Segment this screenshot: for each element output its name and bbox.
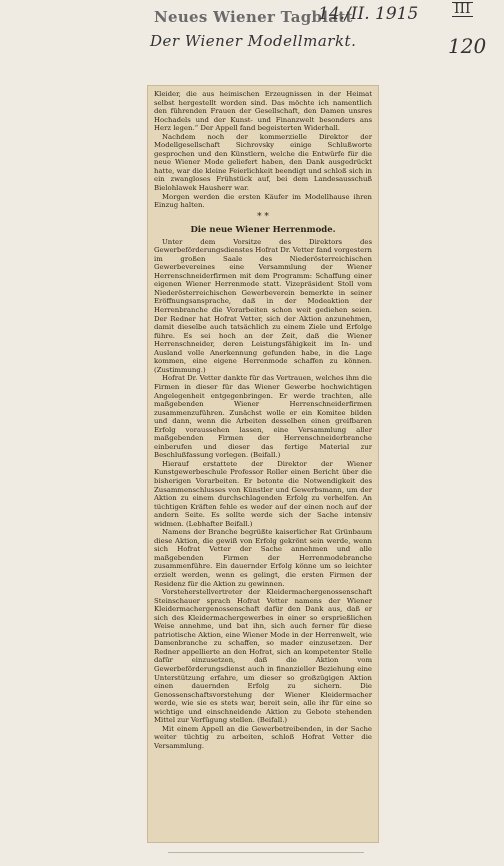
newspaper-clipping	[148, 86, 378, 842]
handwritten-archive-number: 120	[448, 34, 487, 58]
body-paragraph: Unter dem Vorsitze des Direktors des Gewerbeförderungsdienstes Hofrat Dr. Vetter fand vorgestern im großen Saale des Niederösterreichischen Gewerbevereines eine Versammlung der Wiener Herrenschneiderfirmen mit dem Programm: Schaffung einer eigenen Wiener Herrenmode statt. Vizepräsident Stoll vom Niederösterreichischen Gewerbeverein bemerkte in seiner Eröffnungsansprache, daß in der Modeaktion der Herrenbranche die Vorarbeiten schon weit gediehen seien. Der Redner hat Hofrat Vetter, sich der Aktion anzunehmen, damit dieselbe auch tatsächlich zu einem Ziele und Erfolge führe. Es sei hoch an der Zeit, daß die Wiener Herrenschneider, deren Leistungsfähigkeit im In- und Ausland volle Anerkennung gefunden habe, in die Lage kommen, eine eigene Herrenmode schaffen zu können. (Zustimmung.)	[154, 237, 372, 374]
newspaper-masthead: Neues Wiener Tagblatt	[154, 8, 353, 26]
divider	[168, 852, 364, 853]
intro-paragraph: Kleider, die aus heimischen Erzeugnissen in der Heimat selbst hergestellt worden sind. Das möchte ich namentlich den führenden Frauen der Gesellschaft, den Damen unsres Hochadels und der Kunst- und Finanzwelt besonders ans Herz legen.“ Der Appell fand begeisterten Widerhall.	[154, 90, 372, 133]
body-paragraph: Hierauf erstattete der Direktor der Wiener Kunstgewerbeschule Professor Roller einen Bericht über die bisherigen Vorarbeiten. Er betonte die Notwendigkeit des Zusammenschlusses von Künstler und Gewerbsmann, um der Aktion zu einem durchschlagenden Erfolg zu verhelfen. An tüchtigen Kräften fehle es weder auf der einen noch auf der andern Seite. Es sollte werde sich der Sache intensiv widmen. (Lebhafter Beifall.)	[154, 459, 372, 528]
section-heading: Die neue Wiener Herrenmode.	[190, 224, 336, 235]
article-text	[154, 90, 372, 750]
body-paragraph: Vorsteherstellvertreter der Kleidermachergenossenschaft Steinschauer sprach Hofrat Vetter namens der Wiener Kleidermachergenossenschaft dafür den Dank aus, daß er sich des Kleidermachergewerbes in einer so ersprießlichen Weise annehme, und bat ihn, sich auch ferner für diese patriotische Aktion, eine Wiener Mode in der Herrenwelt, wie Damenbranche zu schaffen, so mader einzusetzen. Der Redner appellierte an den Hofrat, sich an kompetenter Stelle dafür einzusetzen, daß die Aktion vom Gewerbeförderungsdienst auch in finanzieller Beziehung eine Unterstützung erfahre, um dieser so großzügigen Aktion einen dauernden Erfolg zu sichern. Die Genossenschaftsvorstehung der Wiener Kleidermacher werde, wie sie es stets war, bereit sein, alle ihr für eine so wichtige und einschneidende Aktion zu Gebote stehenden Mittel zur Verfügung stellen. (Beifall.)	[154, 588, 372, 725]
handwritten-date: 14./II. 1915	[318, 4, 419, 24]
intro-paragraph: Nachdem noch der kommerzielle Direktor der Modellgesellschaft Sichrovsky einige Schlußworte gesprochen und den Künstlern, welche die Entwürfe für die neue Wiener Mode geliefert haben, den Dank ausgedrückt hatte, war die kleine Feierlichkeit beendigt und schloß sich in ein zwangloses Frühstück auf, bei dem Landesausschuß Bielohlawek Hausherr war.	[154, 132, 372, 193]
section-separator: * *	[257, 211, 269, 222]
body-paragraph: Namens der Branche begrüßte kaiserlicher Rat Grünbaum diese Aktion, die gewiß von Erfolg gekrönt sein werde, wenn sich Hofrat Vetter der Sache annehmen und alle maßgebenden Firmen der Herrenmodebranche zusammenführe. Ein dauernder Erfolg könne um so leichter erzielt werden, wenn es gelingt, die ersten Firmen der Residenz für die Aktion zu gewinnen.	[154, 528, 372, 588]
handwritten-title: Der Wiener Modellmarkt.	[150, 32, 357, 50]
body-paragraph: Mit einem Appell an die Gewerbetreibenden, in der Sache weiter tüchtig zu arbeiten, schloß Hofrat Vetter die Versammlung.	[154, 724, 372, 750]
intro-paragraph: Morgen werden die ersten Käufer im Modellhause ihren Einzug halten.	[154, 192, 372, 210]
body-paragraph: Hofrat Dr. Vetter dankte für das Vertrauen, welches ihm die Firmen in dieser für das Wiener Gewerbe hochwichtigen Angelegenheit entgegenbringen. Er werde trachten, alle maßgebenden Wiener Herrenschneiderfirmen zusammenzuführen. Zunächst wolle er ein Komitee bilden und dann, wenn die Arbeiten desselben einen greifbaren Erfolg voraussehen lassen, eine Versammlung aller maßgebenden Firmen der Herrenschneiderbranche einberufen und dieser das fertige Material zur Beschlußfassung vorlegen. (Beifall.)	[154, 374, 372, 460]
handwritten-roman-numeral: III	[454, 1, 471, 17]
